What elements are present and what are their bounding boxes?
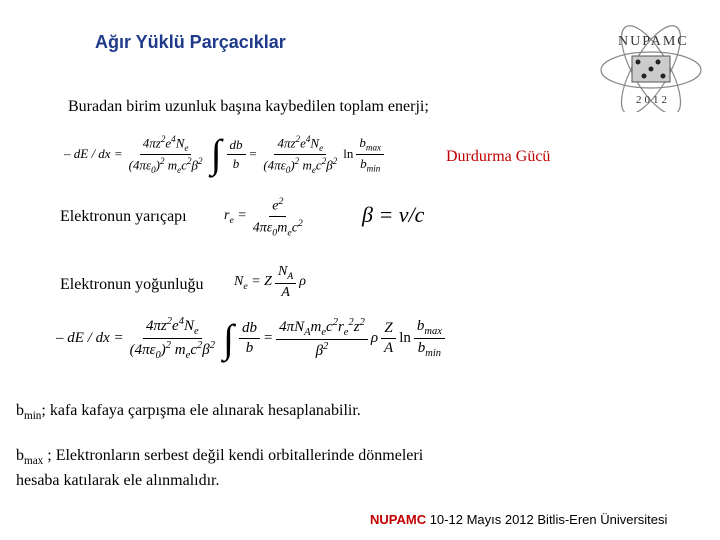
electron-radius-label: Elektronun yarıçapı [60,208,187,225]
logo-text: NUPAMC [618,34,689,49]
slide-title: Ağır Yüklü Parçacıklar [95,32,286,52]
full-stopping-power-equation: – dE / dx = $\frac{4\pi z^2e^4N_e}{(4\pi\varepsilon_0)^2 m_ec^2\beta^2}$ ∫ $\frac{db}{b}$ = $\frac{4\pi N_Am_ec^2r_e^2z^2}{\beta^2}$ ρ $\frac{Z}{A}$ ln $\frac{b_{max}}{b_{min}}$ [56,316,448,361]
bmax-note [16,446,423,491]
stopping-power-label: Durdurma Gücü [446,148,551,165]
bmin-symbol: b [16,402,24,419]
bmax-subscript: max [24,455,44,468]
footer [370,512,667,527]
bmin-note [16,402,361,422]
logo-year: 2012 [636,94,670,106]
bmin-subscript: min [24,410,42,423]
bmax-text-line2: hesaba katılarak ele alınmalıdır. [16,472,220,490]
electron-radius-equation: $r_e$ = $\frac{e^2}{4\pi\varepsilon_0m_ec^2}$ [224,196,303,239]
stopping-power-equation: – dE / dx = $\frac{4\pi z^2e^4N_e}{(4\pi\varepsilon_0)^2 m_ec^2\beta^2}$ ∫ $\frac{db}{b}$ = $\frac{4\pi z^2e^4N_e}{(4\pi\varepsilon_0)^2 m_ec^2\beta^2}$ ln $\frac{b_{max}}{b_{min}}$ [64,134,387,175]
nupamc-logo [596,22,706,112]
beta-equation: β = v/c [362,202,425,227]
footer-text: 10-12 Mayıs 2012 Bitlis-Eren Üniversitesi [426,512,668,527]
electron-density-equation: $N_e = Z$ $\frac{N_A}{A}$ ρ [234,264,306,300]
bmin-text: ; kafa kafaya çarpışma ele alınarak hesaplanabilir. [41,402,361,419]
intro-text: Buradan birim uzunluk başına kaybedilen toplam enerji; [68,98,429,115]
bmax-text: ; Elektronların serbest değil kendi orbitallerinde dönmeleri [43,447,424,464]
electron-density-label: Elektronun yoğunluğu [60,276,204,293]
footer-brand: NUPAMC [370,512,427,527]
bmax-symbol: b [16,447,24,464]
